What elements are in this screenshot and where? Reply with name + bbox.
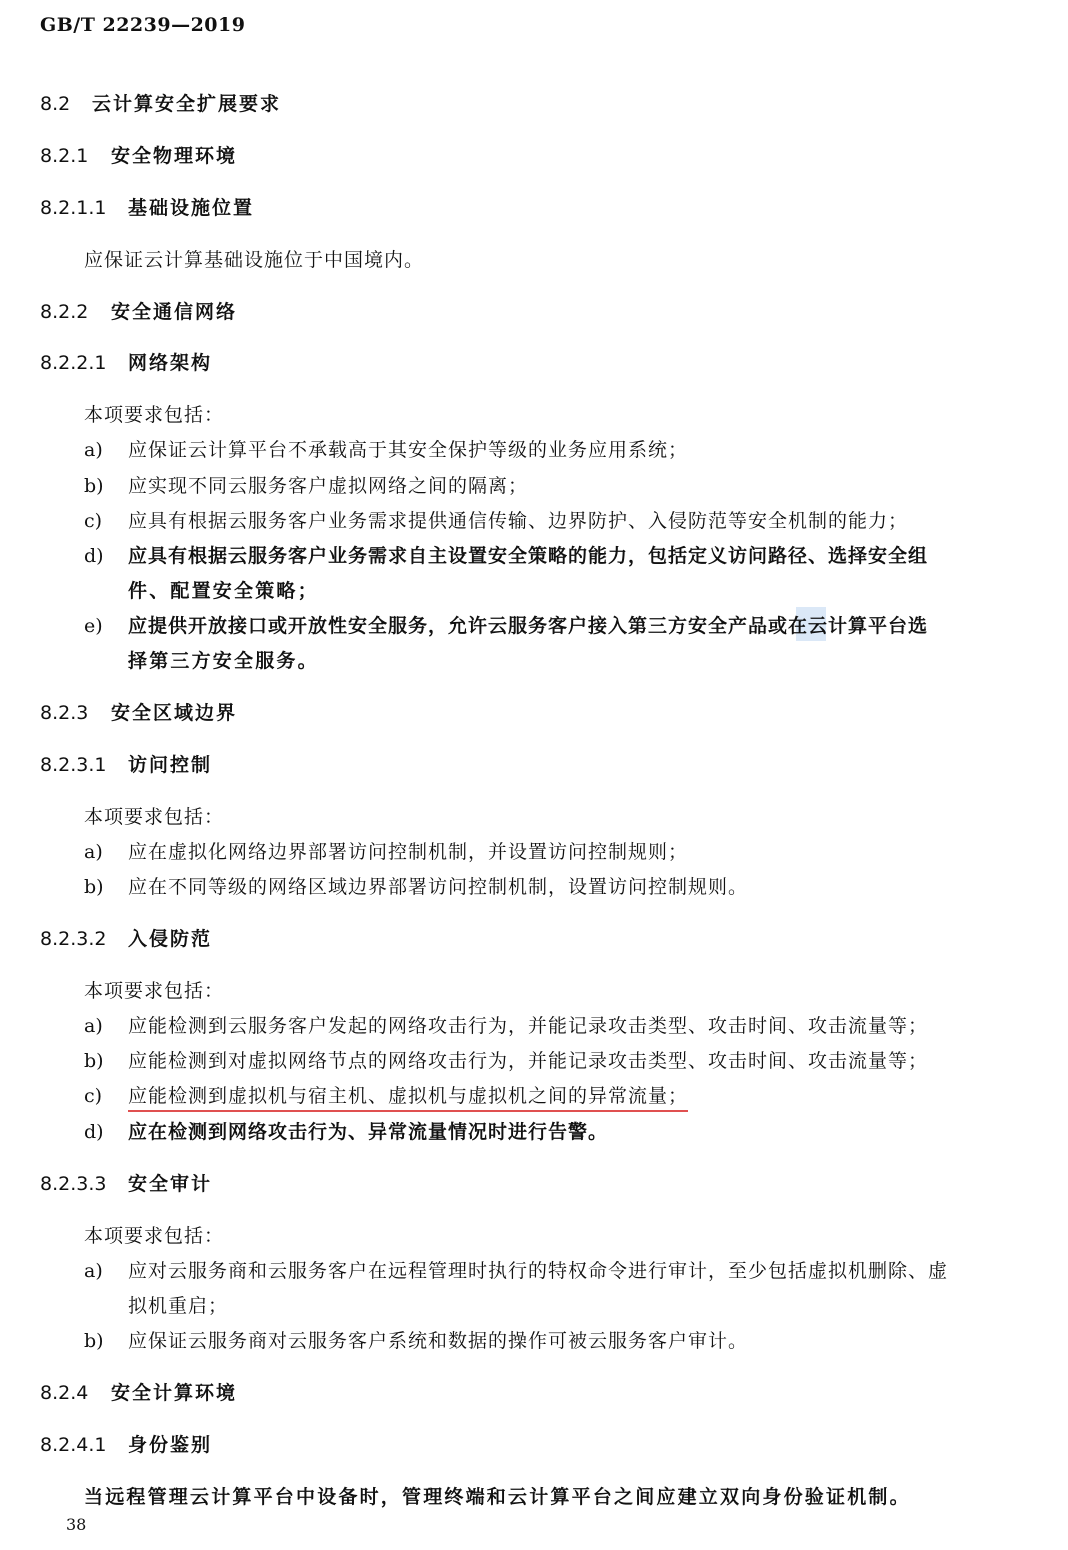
section-title: 云计算安全扩展要求 bbox=[92, 93, 282, 115]
list-item bbox=[84, 874, 748, 900]
list-text: 应保证云计算平台不承载高于其安全保护等级的业务应用系统； bbox=[128, 439, 689, 461]
list-text-continuation: 拟机重启； bbox=[128, 1295, 229, 1317]
paragraph: 当远程管理云计算平台中设备时，管理终端和云计算平台之间应建立双向身份验证机制。 bbox=[84, 1486, 911, 1508]
list-marker: e) bbox=[84, 615, 103, 637]
list-marker: c) bbox=[84, 1085, 103, 1107]
list-item bbox=[84, 1119, 608, 1145]
page-number: 38 bbox=[66, 1515, 87, 1534]
heading-8-2-3 bbox=[40, 700, 237, 726]
list-item bbox=[84, 543, 928, 569]
list-marker: d) bbox=[84, 545, 104, 567]
heading-8-2-4 bbox=[40, 1380, 237, 1406]
list-marker: a) bbox=[84, 439, 103, 461]
list-item bbox=[84, 1258, 948, 1284]
list-item bbox=[84, 508, 908, 534]
intro-text: 本项要求包括： bbox=[84, 980, 225, 1002]
heading-8-2-4-1 bbox=[40, 1432, 212, 1458]
list-text-continuation: 件、配置安全策略； bbox=[128, 580, 319, 602]
heading-8-2-1 bbox=[40, 143, 237, 169]
standard-code: GB/T 22239—2019 bbox=[40, 14, 246, 36]
section-title: 安全物理环境 bbox=[111, 145, 238, 167]
section-number: 8.2.3.2 bbox=[40, 928, 107, 950]
list-text: 应能检测到云服务客户发起的网络攻击行为，并能记录攻击类型、攻击时间、攻击流量等； bbox=[128, 1015, 929, 1037]
section-title: 访问控制 bbox=[128, 754, 213, 776]
section-number: 8.2.1.1 bbox=[40, 197, 107, 219]
list-text: 应在虚拟化网络边界部署访问控制机制，并设置访问控制规则； bbox=[128, 841, 689, 863]
list-text: 应保证云服务商对云服务客户系统和数据的操作可被云服务客户审计。 bbox=[128, 1330, 749, 1352]
heading-8-2-3-3 bbox=[40, 1171, 212, 1197]
list-text: 应在检测到网络攻击行为、异常流量情况时进行告警。 bbox=[128, 1121, 609, 1143]
intro-text: 本项要求包括： bbox=[84, 806, 225, 828]
list-text-continuation: 择第三方安全服务。 bbox=[128, 650, 319, 672]
section-title: 安全通信网络 bbox=[111, 301, 238, 323]
list-marker: b) bbox=[84, 1050, 104, 1072]
list-text: 应在不同等级的网络区域边界部署访问控制机制，设置访问控制规则。 bbox=[128, 876, 749, 898]
list-marker: c) bbox=[84, 510, 103, 532]
list-text-underlined: 应能检测到虚拟机与宿主机、虚拟机与虚拟机之间的异常流量； bbox=[128, 1083, 688, 1112]
intro-text: 本项要求包括： bbox=[84, 1225, 225, 1247]
section-title: 身份鉴别 bbox=[128, 1434, 213, 1456]
section-title: 基础设施位置 bbox=[128, 197, 255, 219]
paragraph: 应保证云计算基础设施位于中国境内。 bbox=[84, 249, 425, 271]
list-item bbox=[84, 839, 688, 865]
list-item bbox=[84, 1048, 928, 1074]
list-marker: a) bbox=[84, 841, 103, 863]
list-item bbox=[84, 1328, 748, 1354]
list-item bbox=[84, 613, 928, 639]
section-number: 8.2.2.1 bbox=[40, 352, 107, 374]
list-marker: b) bbox=[84, 1330, 104, 1352]
section-title: 安全审计 bbox=[128, 1173, 213, 1195]
list-text: 应具有根据云服务客户业务需求提供通信传输、边界防护、入侵防范等安全机制的能力； bbox=[128, 510, 909, 532]
section-number: 8.2 bbox=[40, 93, 71, 115]
list-item bbox=[84, 1013, 928, 1039]
section-number: 8.2.2 bbox=[40, 301, 89, 323]
list-item bbox=[84, 437, 688, 463]
list-text: 应提供开放接口或开放性安全服务，允许云服务客户接入第三方安全产品或在云计算平台选 bbox=[128, 615, 929, 637]
intro-text: 本项要求包括： bbox=[84, 404, 225, 426]
section-number: 8.2.4.1 bbox=[40, 1434, 107, 1456]
list-marker: b) bbox=[84, 475, 104, 497]
list-text: 应具有根据云服务客户业务需求自主设置安全策略的能力，包括定义访问路径、选择安全组 bbox=[128, 545, 929, 567]
list-item bbox=[84, 1083, 688, 1112]
list-marker: d) bbox=[84, 1121, 104, 1143]
list-marker: a) bbox=[84, 1015, 103, 1037]
section-number: 8.2.4 bbox=[40, 1382, 89, 1404]
section-title: 安全计算环境 bbox=[111, 1382, 238, 1404]
section-number: 8.2.3.3 bbox=[40, 1173, 107, 1195]
list-text: 应对云服务商和云服务客户在远程管理时执行的特权命令进行审计，至少包括虚拟机删除、虚 bbox=[128, 1260, 949, 1282]
list-text: 应能检测到对虚拟网络节点的网络攻击行为，并能记录攻击类型、攻击时间、攻击流量等； bbox=[128, 1050, 929, 1072]
section-number: 8.2.1 bbox=[40, 145, 89, 167]
section-number: 8.2.3 bbox=[40, 702, 89, 724]
heading-8-2-2 bbox=[40, 299, 237, 325]
heading-8-2-1-1 bbox=[40, 195, 254, 221]
section-number: 8.2.3.1 bbox=[40, 754, 107, 776]
heading-8-2-3-2 bbox=[40, 926, 212, 952]
list-text: 应实现不同云服务客户虚拟网络之间的隔离； bbox=[128, 475, 529, 497]
section-title: 网络架构 bbox=[128, 352, 213, 374]
list-item bbox=[84, 473, 528, 499]
heading-8-2-2-1 bbox=[40, 350, 212, 376]
heading-8-2 bbox=[40, 91, 281, 117]
list-marker: a) bbox=[84, 1260, 103, 1282]
section-title: 安全区域边界 bbox=[111, 702, 238, 724]
list-marker: b) bbox=[84, 876, 104, 898]
section-title: 入侵防范 bbox=[128, 928, 213, 950]
heading-8-2-3-1 bbox=[40, 752, 212, 778]
